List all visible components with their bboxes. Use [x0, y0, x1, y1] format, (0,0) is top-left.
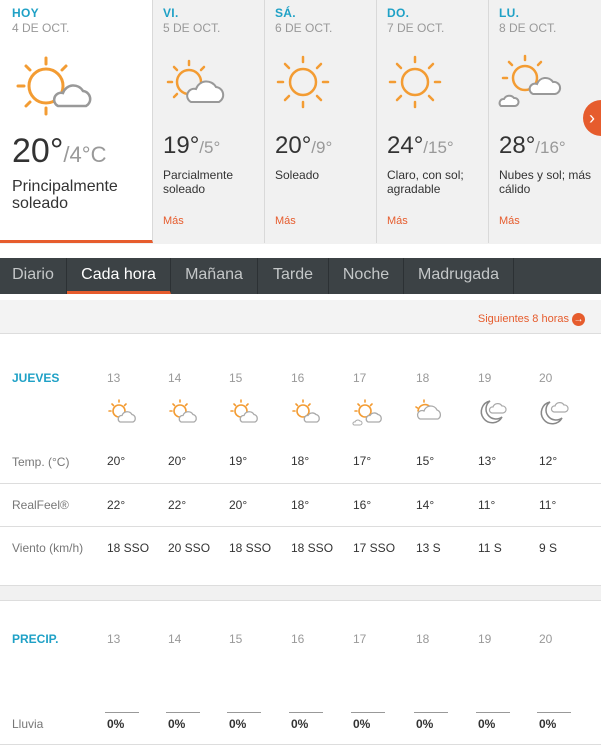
precip-label: PRECIP.	[12, 632, 59, 646]
today-temperature: 20°/4°C	[12, 132, 107, 170]
cloud-sun-icon	[414, 397, 446, 432]
rain-bar	[414, 712, 448, 713]
tab-manana[interactable]: Mañana	[171, 258, 258, 294]
daily-forecast-strip	[0, 0, 601, 244]
day-name: HOY	[12, 6, 39, 20]
wind-value: 18 SSO	[291, 541, 334, 555]
rain-value: 0%	[478, 717, 496, 731]
wind-value: 18 SSO	[107, 541, 150, 555]
day-temperature: 24°/15°	[387, 132, 454, 159]
rain-bar	[105, 712, 139, 713]
rain-bar	[537, 712, 571, 713]
sun-icon	[385, 52, 445, 117]
hour-label: 17	[353, 371, 367, 385]
realfeel-value: 18°	[291, 498, 310, 512]
sun-cloud-icon	[352, 397, 384, 432]
wind-value: 13 S	[416, 541, 441, 555]
temp-value: 13°	[478, 454, 497, 468]
day-temperature: 20°/9°	[275, 132, 333, 159]
tab-noche[interactable]: Noche	[329, 258, 404, 294]
realfeel-value: 11°	[539, 498, 557, 512]
hour-label: 18	[416, 371, 430, 385]
temp-value: 20°	[107, 454, 126, 468]
realfeel-value: 20°	[229, 498, 248, 512]
sun-cloud-icon	[167, 397, 199, 432]
day-phrase: Nubes y sol; más cálido	[499, 168, 592, 196]
tab-tarde[interactable]: Tarde	[258, 258, 329, 294]
tab-diario[interactable]: Diario	[0, 258, 67, 294]
realfeel-value: 11°	[478, 498, 496, 512]
temp-row-label: Temp. (°C)	[12, 455, 70, 469]
moon-cloud-icon	[476, 397, 508, 432]
realfeel-value: 22°	[168, 498, 187, 512]
temp-value: 20°	[168, 454, 187, 468]
rain-bar	[476, 712, 510, 713]
day-phrase: Principalmente soleado	[12, 178, 118, 212]
sun-cloud-icon	[290, 397, 322, 432]
wind-value: 17 SSO	[353, 541, 396, 555]
sun-clouds-icon	[497, 52, 563, 117]
hour-label: 16	[291, 371, 305, 385]
precip-panel	[0, 602, 601, 749]
realfeel-value: 16°	[353, 498, 372, 512]
sun-cloud-icon	[106, 397, 138, 432]
hour-label: 13	[107, 371, 121, 385]
rain-value: 0%	[168, 717, 186, 731]
day-date: 4 DE OCT.	[12, 21, 70, 35]
hour-label: 16	[291, 632, 305, 646]
day-card-today[interactable]	[0, 0, 153, 243]
realfeel-value: 14°	[416, 498, 435, 512]
sun-cloud-icon	[163, 56, 229, 113]
pagination-strip	[0, 300, 601, 334]
day-phrase: Parcialmente soleado	[163, 168, 234, 196]
day-phrase: Soleado	[275, 168, 320, 182]
sun-cloud-icon	[228, 397, 260, 432]
hour-label: 17	[353, 632, 367, 646]
section-gap	[0, 585, 601, 601]
hour-label: 19	[478, 632, 492, 646]
temp-value: 17°	[353, 454, 372, 468]
rain-value: 0%	[291, 717, 309, 731]
hour-label: 19	[478, 371, 492, 385]
moon-cloud-icon	[538, 397, 570, 432]
day-card-friday[interactable]	[153, 0, 265, 243]
row-divider	[0, 483, 601, 484]
more-link[interactable]: Más	[387, 215, 408, 227]
day-date: 5 DE OCT.	[163, 21, 221, 35]
day-temperature: 19°/5°	[163, 132, 221, 159]
rain-value: 0%	[353, 717, 371, 731]
day-label: JUEVES	[12, 371, 60, 385]
day-date: 8 DE OCT.	[499, 21, 557, 35]
next-8-hours-label: Siguientes 8 horas	[477, 313, 569, 325]
wind-row-label: Viento (km/h)	[12, 541, 84, 555]
wind-value: 20 SSO	[168, 541, 211, 555]
wind-value: 18 SSO	[229, 541, 272, 555]
rain-value: 0%	[229, 717, 247, 731]
rain-bar	[166, 712, 200, 713]
hour-label: 18	[416, 632, 430, 646]
day-name: SÁ.	[275, 6, 296, 20]
day-temperature: 28°/16°	[499, 132, 566, 159]
row-divider	[0, 526, 601, 527]
hour-label: 13	[107, 632, 121, 646]
rain-value: 0%	[416, 717, 434, 731]
realfeel-row-label: RealFeel®	[12, 498, 69, 512]
next-8-hours-link[interactable]	[478, 313, 585, 326]
hour-label: 20	[539, 632, 553, 646]
sun-icon	[273, 52, 333, 117]
rain-bar	[289, 712, 323, 713]
hourly-panel	[0, 335, 601, 585]
hour-label: 15	[229, 632, 243, 646]
wind-value: 11 S	[478, 541, 502, 555]
day-card-saturday[interactable]	[265, 0, 377, 243]
arrow-right-icon: →	[573, 314, 584, 325]
day-name: DO.	[387, 6, 410, 20]
day-name: VI.	[163, 6, 179, 20]
tab-madrugada[interactable]: Madrugada	[404, 258, 514, 294]
hour-label: 14	[168, 371, 182, 385]
more-link[interactable]: Más	[275, 215, 296, 227]
row-divider	[0, 744, 601, 745]
hour-label: 15	[229, 371, 243, 385]
temp-value: 12°	[539, 454, 558, 468]
hour-label: 20	[539, 371, 553, 385]
rain-row-label: Lluvia	[12, 717, 44, 731]
rain-value: 0%	[539, 717, 557, 731]
day-date: 6 DE OCT.	[275, 21, 333, 35]
day-phrase: Claro, con sol; agradable	[387, 168, 464, 196]
period-tabs	[0, 258, 601, 294]
chevron-right-icon: ›	[589, 108, 595, 128]
temp-value: 19°	[229, 454, 248, 468]
sun-cloud-icon	[10, 52, 96, 123]
rain-bar	[351, 712, 385, 713]
rain-bar	[227, 712, 261, 713]
day-date: 7 DE OCT.	[387, 21, 445, 35]
day-card-sunday[interactable]	[377, 0, 489, 243]
day-name: LU.	[499, 6, 520, 20]
realfeel-value: 22°	[107, 498, 126, 512]
more-link[interactable]: Más	[499, 215, 520, 227]
rain-value: 0%	[107, 717, 125, 731]
tab-cada-hora[interactable]: Cada hora	[67, 258, 171, 294]
more-link[interactable]: Más	[163, 215, 184, 227]
wind-value: 9 S	[539, 541, 558, 555]
temp-value: 15°	[416, 454, 435, 468]
temp-value: 18°	[291, 454, 310, 468]
hour-label: 14	[168, 632, 182, 646]
